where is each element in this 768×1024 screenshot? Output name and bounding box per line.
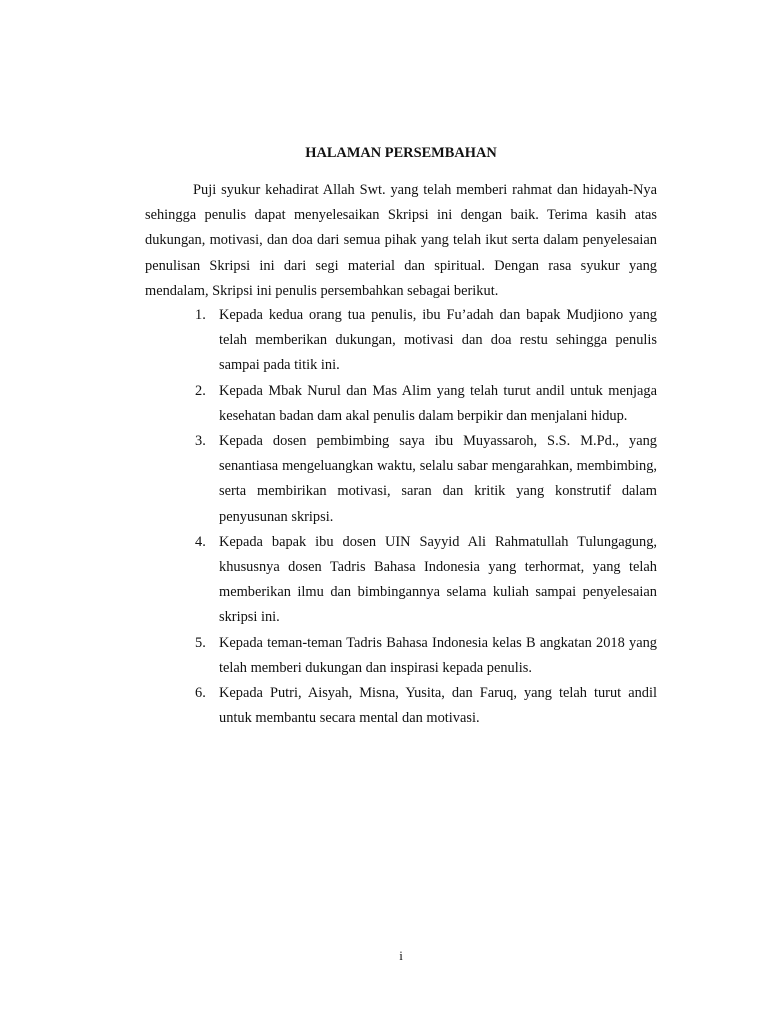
list-item-text: Kepada Mbak Nurul dan Mas Alim yang telah turut andil untuk menjaga kesehatan badan dam akal penulis dalam berpikir dan menjalani hidup. bbox=[219, 382, 657, 424]
list-item-number: 3. bbox=[195, 433, 206, 450]
dedication-list bbox=[193, 303, 657, 731]
list-item-text: Kepada bapak ibu dosen UIN Sayyid Ali Rahmatullah Tulungagung, khususnya dosen Tadris Bahasa Indonesia yang terhormat, yang telah memberikan ilmu dan bimbingannya selama kuliah sampai penyelesaian skripsi ini. bbox=[219, 533, 657, 626]
list-item-number: 2. bbox=[195, 382, 206, 399]
list-item bbox=[193, 429, 657, 530]
list-item bbox=[193, 303, 657, 379]
list-item-number: 6. bbox=[195, 685, 206, 702]
list-item bbox=[193, 530, 657, 631]
list-item-text: Kepada kedua orang tua penulis, ibu Fu’adah dan bapak Mudjiono yang telah memberikan dukungan, motivasi dan doa restu sehingga penulis sampai pada titik ini. bbox=[219, 307, 657, 374]
list-item bbox=[193, 631, 657, 681]
intro-paragraph: Puji syukur kehadirat Allah Swt. yang telah memberi rahmat dan hidayah-Nya sehingga penulis dapat menyelesaikan Skripsi ini dengan baik. Terima kasih atas dukungan, motivasi, dan doa dari semua pihak yang telah ikut serta dalam penyelesaian penulisan Skripsi ini dari segi material dan spiritual. Dengan rasa syukur yang mendalam, Skripsi ini penulis persembahkan sebagai berikut. bbox=[145, 182, 657, 299]
list-item-text: Kepada dosen pembimbing saya ibu Muyassaroh, S.S. M.Pd., yang senantiasa mengeluangkan waktu, selalu sabar mengarahkan, membimbing, serta membirikan motivasi, saran dan kritik yang konstrutif dalam penyusunan skripsi. bbox=[219, 433, 657, 525]
list-item-number: 1. bbox=[195, 307, 206, 323]
list-item bbox=[193, 681, 657, 731]
page-title: HALAMAN PERSEMBAHAN bbox=[305, 145, 497, 161]
list-item-number: 4. bbox=[195, 533, 206, 550]
list-item bbox=[193, 379, 657, 429]
list-item-text: Kepada Putri, Aisyah, Misna, Yusita, dan Faruq, yang telah turut andil untuk membantu secara mental dan motivasi. bbox=[219, 685, 657, 727]
list-item-text: Kepada teman-teman Tadris Bahasa Indonesia kelas B angkatan 2018 yang telah memberi dukungan dan inspirasi kepada penulis. bbox=[219, 634, 657, 676]
list-item-number: 5. bbox=[195, 634, 206, 651]
page-number: i bbox=[399, 948, 403, 963]
